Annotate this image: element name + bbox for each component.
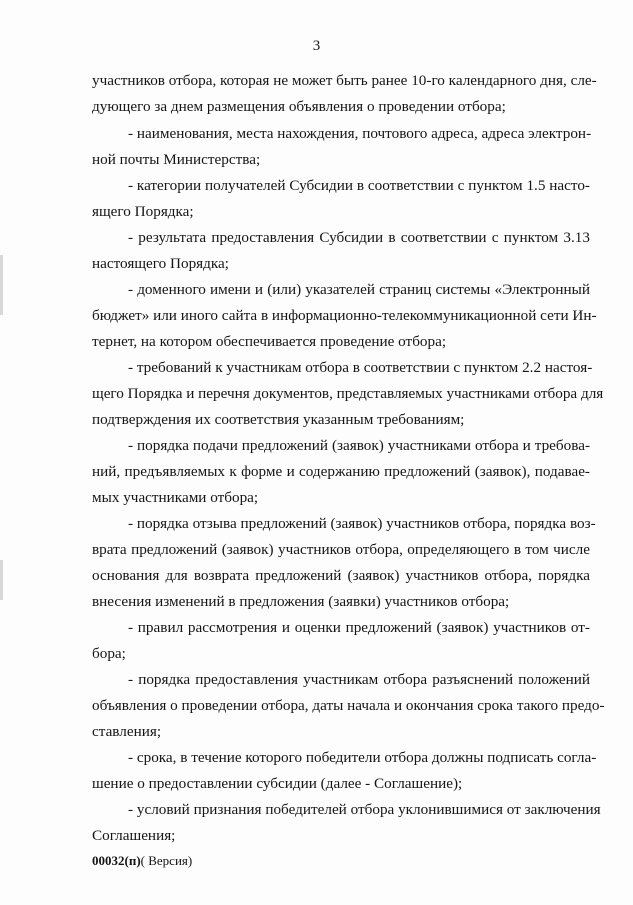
text-line: бюджет» или иного сайта в информационно-телекоммуникационной сети Ин- — [92, 307, 597, 324]
text-line: - правил рассмотрения и оценки предложений (заявок) участников от- — [128, 619, 590, 636]
text-line: щего Порядка и перечня документов, представляемых участниками отбора для — [92, 385, 604, 402]
text-line: - результата предоставления Субсидии в соответствии с пунктом 3.13 — [128, 229, 590, 246]
text-line: - доменного имени и (или) указателей страниц системы «Электронный — [128, 281, 590, 298]
document-footer — [92, 853, 192, 869]
text-line: - порядка предоставления участникам отбора разъяснений положений — [128, 671, 590, 688]
text-line: бора; — [92, 645, 126, 662]
page-number: 3 — [312, 38, 321, 54]
text-line: - порядка подачи предложений (заявок) участниками отбора и требова- — [128, 437, 590, 454]
document-version: ( Версия) — [140, 853, 193, 868]
text-line: - требований к участникам отбора в соответствии с пунктом 2.2 настоя- — [128, 359, 593, 376]
text-line: ной почты Министерства; — [92, 151, 261, 168]
text-line: тернет, на котором обеспечивается проведение отбора; — [92, 333, 447, 350]
scan-edge-mark — [0, 560, 3, 600]
text-line: врата предложений (заявок) участников отбора, определяющего в том числе — [92, 541, 590, 558]
text-line: Соглашения; — [92, 827, 176, 844]
text-line: ний, предъявляемых к форме и содержанию предложений (заявок), подавае- — [92, 463, 590, 480]
text-line: дующего за днем размещения объявления о проведении отбора; — [92, 98, 506, 115]
text-line: внесения изменений в предложения (заявки) участников отбора; — [92, 593, 510, 610]
scan-edge-mark — [0, 255, 3, 315]
text-line: - категории получателей Субсидии в соответствии с пунктом 1.5 насто- — [128, 177, 590, 194]
document-code: 00032(п) — [92, 853, 141, 868]
text-line: настоящего Порядка; — [92, 255, 229, 272]
text-line: основания для возврата предложений (заявок) участников отбора, порядка — [92, 567, 590, 584]
text-line: - условий признания победителей отбора уклонившимися от заключения — [128, 801, 601, 818]
text-line: шение о предоставлении субсидии (далее - Соглашение); — [92, 775, 463, 792]
text-line: объявления о проведении отбора, даты начала и окончания срока такого предо- — [92, 697, 605, 714]
text-line: - срока, в течение которого победители отбора должны подписать согла- — [128, 749, 597, 766]
text-line: - наименования, места нахождения, почтового адреса, адреса электрон- — [128, 125, 592, 142]
text-line: мых участниками отбора; — [92, 489, 259, 506]
text-line: - порядка отзыва предложений (заявок) участников отбора, порядка воз- — [128, 515, 596, 532]
text-line: ставления; — [92, 723, 162, 740]
text-line: ящего Порядка; — [92, 203, 194, 220]
text-line: подтверждения их соответствия указанным требованиям; — [92, 411, 465, 428]
text-line: участников отбора, которая не может быть ранее 10-го календарного дня, сле- — [92, 72, 597, 89]
